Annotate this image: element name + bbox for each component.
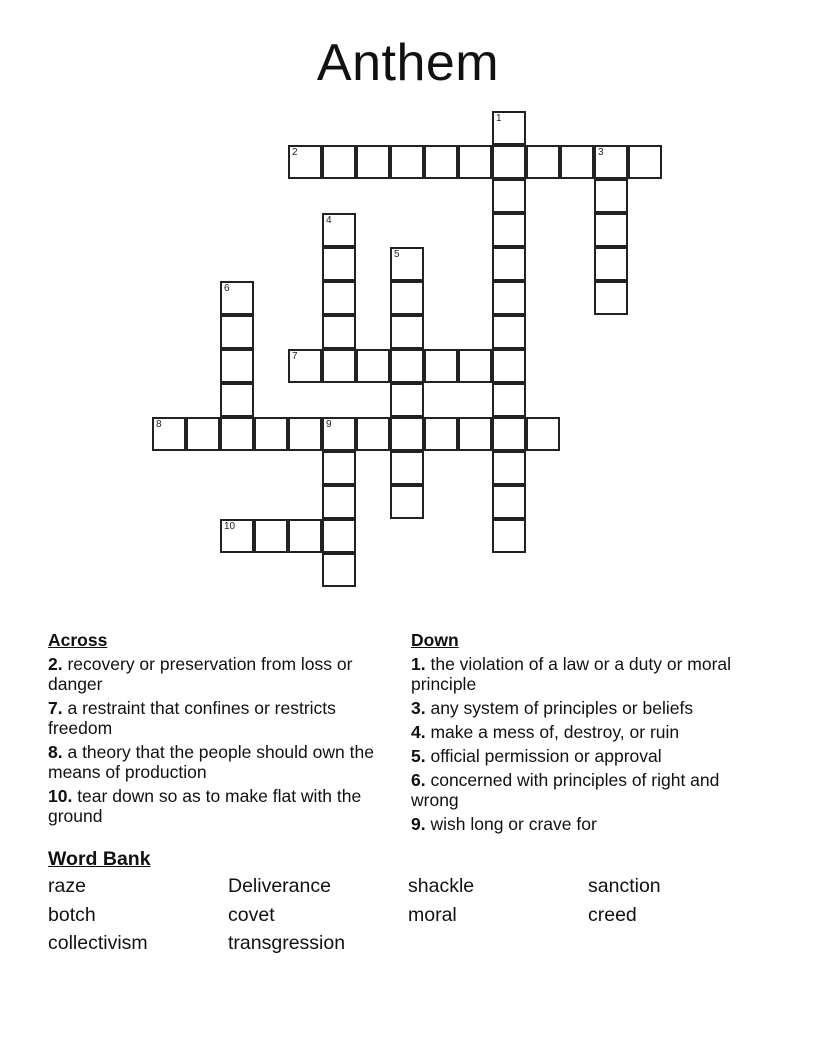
crossword-cell[interactable] bbox=[492, 349, 526, 383]
crossword-cell[interactable] bbox=[492, 281, 526, 315]
cell-number: 10 bbox=[224, 521, 236, 532]
crossword-cell[interactable] bbox=[390, 451, 424, 485]
page-title: Anthem bbox=[316, 34, 500, 92]
down-clue bbox=[411, 698, 751, 718]
clue-number: 5. bbox=[411, 746, 426, 766]
crossword-cell[interactable] bbox=[424, 349, 458, 383]
across-clue bbox=[48, 698, 388, 738]
word-bank-item: creed bbox=[588, 903, 637, 926]
crossword-cell[interactable] bbox=[390, 485, 424, 519]
across-clue bbox=[48, 654, 388, 694]
clue-number: 1. bbox=[411, 654, 426, 674]
cell-number: 5 bbox=[394, 249, 400, 260]
crossword-cell[interactable] bbox=[492, 383, 526, 417]
crossword-cell[interactable] bbox=[390, 281, 424, 315]
crossword-cell[interactable] bbox=[220, 349, 254, 383]
clue-number: 2. bbox=[48, 654, 63, 674]
crossword-cell[interactable] bbox=[390, 417, 424, 451]
crossword-cell[interactable] bbox=[492, 519, 526, 553]
down-clues bbox=[411, 630, 751, 838]
crossword-cell[interactable] bbox=[322, 417, 356, 451]
across-clues bbox=[48, 630, 388, 830]
crossword-cell[interactable] bbox=[322, 315, 356, 349]
crossword-cell[interactable] bbox=[560, 145, 594, 179]
word-bank-item: moral bbox=[408, 903, 457, 926]
clue-number: 8. bbox=[48, 742, 63, 762]
crossword-cell[interactable] bbox=[594, 281, 628, 315]
crossword-cell[interactable] bbox=[322, 145, 356, 179]
cell-number: 1 bbox=[496, 113, 502, 124]
crossword-cell[interactable] bbox=[322, 349, 356, 383]
crossword-cell[interactable] bbox=[322, 553, 356, 587]
crossword-cell[interactable] bbox=[492, 451, 526, 485]
crossword-cell[interactable] bbox=[458, 145, 492, 179]
crossword-cell[interactable] bbox=[492, 247, 526, 281]
word-bank-item: covet bbox=[228, 903, 275, 926]
clue-text: a theory that the people should own the means of production bbox=[48, 742, 374, 782]
crossword-cell[interactable] bbox=[492, 145, 526, 179]
crossword-cell[interactable] bbox=[628, 145, 662, 179]
crossword-cell[interactable] bbox=[186, 417, 220, 451]
clue-text: official permission or approval bbox=[425, 746, 662, 766]
crossword-cell[interactable] bbox=[288, 349, 322, 383]
down-clue bbox=[411, 814, 751, 834]
crossword-cell[interactable] bbox=[458, 349, 492, 383]
crossword-cell[interactable] bbox=[254, 417, 288, 451]
crossword-cell[interactable] bbox=[220, 315, 254, 349]
clue-number: 7. bbox=[48, 698, 63, 718]
crossword-cell[interactable] bbox=[288, 145, 322, 179]
word-bank-item: collectivism bbox=[48, 932, 148, 954]
crossword-cell[interactable] bbox=[254, 519, 288, 553]
crossword-cell[interactable] bbox=[424, 417, 458, 451]
clue-text: a restraint that confines or restricts freedom bbox=[48, 698, 336, 738]
word-bank-item: sanction bbox=[588, 875, 661, 897]
crossword-cell[interactable] bbox=[322, 281, 356, 315]
word-bank-heading: Word Bank bbox=[48, 848, 151, 870]
crossword-cell[interactable] bbox=[458, 417, 492, 451]
clue-text: recovery or preservation from loss or danger bbox=[48, 654, 353, 694]
across-clue bbox=[48, 742, 388, 782]
crossword-cell[interactable] bbox=[390, 247, 424, 281]
down-clue bbox=[411, 722, 751, 742]
crossword-cell[interactable] bbox=[356, 145, 390, 179]
crossword-cell[interactable] bbox=[288, 519, 322, 553]
word-bank-item: raze bbox=[48, 875, 86, 897]
cell-number: 8 bbox=[156, 419, 162, 430]
crossword-cell[interactable] bbox=[492, 213, 526, 247]
crossword-cell[interactable] bbox=[322, 519, 356, 553]
crossword-cell[interactable] bbox=[526, 145, 560, 179]
clue-text: make a mess of, destroy, or ruin bbox=[425, 722, 680, 742]
word-bank-item: Deliverance bbox=[228, 875, 331, 897]
crossword-cell[interactable] bbox=[492, 417, 526, 451]
word-bank-item: transgression bbox=[228, 932, 346, 954]
crossword-cell[interactable] bbox=[594, 179, 628, 213]
down-clue bbox=[411, 654, 751, 694]
clue-number: 9. bbox=[411, 814, 426, 834]
cell-number: 3 bbox=[598, 147, 604, 158]
cell-number: 6 bbox=[224, 283, 230, 294]
word-bank-item: botch bbox=[48, 903, 96, 926]
crossword-cell[interactable] bbox=[220, 417, 254, 451]
down-clue bbox=[411, 746, 751, 766]
cell-number: 4 bbox=[326, 215, 332, 226]
crossword-cell[interactable] bbox=[356, 349, 390, 383]
crossword-cell[interactable] bbox=[322, 213, 356, 247]
crossword-cell[interactable] bbox=[152, 417, 186, 451]
crossword-cell[interactable] bbox=[322, 247, 356, 281]
crossword-cell[interactable] bbox=[526, 417, 560, 451]
down-clue bbox=[411, 770, 751, 810]
clue-text: concerned with principles of right and wrong bbox=[411, 770, 720, 810]
crossword-cell[interactable] bbox=[492, 315, 526, 349]
clue-text: any system of principles or beliefs bbox=[425, 698, 694, 718]
crossword-cell[interactable] bbox=[322, 451, 356, 485]
clue-text: the violation of a law or a duty or moral principle bbox=[411, 654, 732, 694]
crossword-cell[interactable] bbox=[220, 383, 254, 417]
crossword-cell[interactable] bbox=[594, 213, 628, 247]
crossword-cell[interactable] bbox=[492, 179, 526, 213]
cell-number: 9 bbox=[326, 419, 332, 430]
clue-text: wish long or crave for bbox=[425, 814, 597, 834]
cell-number: 2 bbox=[292, 147, 298, 158]
down-heading: Down bbox=[411, 630, 459, 650]
crossword-cell[interactable] bbox=[390, 349, 424, 383]
crossword-cell[interactable] bbox=[424, 145, 458, 179]
crossword-cell[interactable] bbox=[322, 485, 356, 519]
across-clue bbox=[48, 786, 388, 826]
crossword-cell[interactable] bbox=[390, 383, 424, 417]
crossword-cell[interactable] bbox=[390, 315, 424, 349]
clue-number: 3. bbox=[411, 698, 426, 718]
clue-number: 4. bbox=[411, 722, 426, 742]
crossword-cell[interactable] bbox=[492, 485, 526, 519]
crossword-cell[interactable] bbox=[356, 417, 390, 451]
across-heading: Across bbox=[48, 630, 108, 650]
clue-number: 6. bbox=[411, 770, 426, 790]
crossword-cell[interactable] bbox=[288, 417, 322, 451]
crossword-cell[interactable] bbox=[594, 247, 628, 281]
word-bank-item: shackle bbox=[408, 875, 475, 897]
crossword-cell[interactable] bbox=[220, 281, 254, 315]
crossword-cell[interactable] bbox=[390, 145, 424, 179]
word-bank bbox=[48, 874, 788, 955]
cell-number: 7 bbox=[292, 351, 298, 362]
clue-number: 10. bbox=[48, 786, 73, 806]
crossword-cell[interactable] bbox=[594, 145, 628, 179]
crossword-cell[interactable] bbox=[220, 519, 254, 553]
crossword-cell[interactable] bbox=[492, 111, 526, 145]
clue-text: tear down so as to make flat with the ground bbox=[48, 786, 362, 826]
